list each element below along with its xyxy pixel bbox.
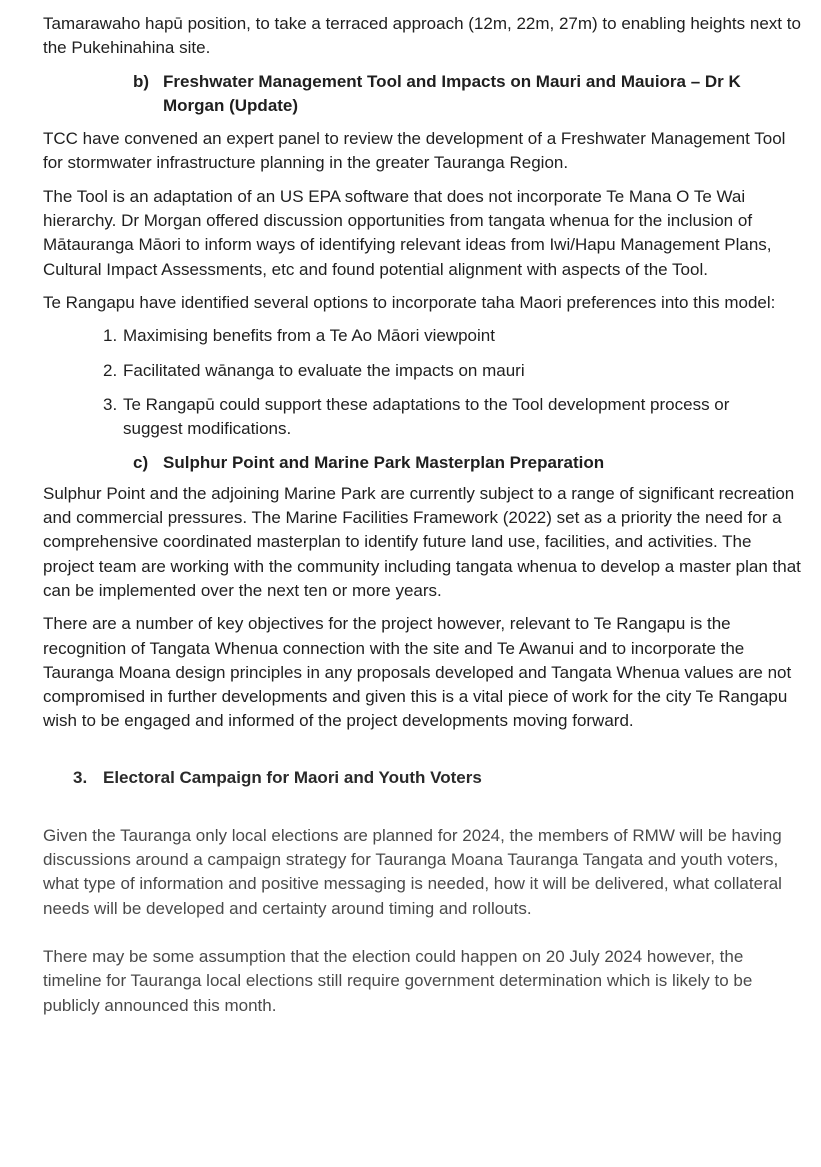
section-c-title: Sulphur Point and Marine Park Masterplan Preparation xyxy=(163,453,605,473)
section-c-paragraph-1: Sulphur Point and the adjoining Marine Park are currently subject to a range of significant recreation and commercial pressures. The Marine Facilities Framework (2022) set as a priority the need for a comprehensive coordinated masterplan to identify future land use, facilities, and activities. The project team are working with the community including tangata whenua to develop a master plan that can be implemented over the next ten or more years. xyxy=(43,483,801,600)
list-item xyxy=(103,359,803,383)
section-3-heading xyxy=(73,766,803,790)
section-3-number: 3. xyxy=(73,767,88,787)
section-c-marker: c) xyxy=(133,453,149,473)
section-3-title: Electoral Campaign for Maori and Youth Voters xyxy=(103,767,482,787)
section-c-paragraph-2: There are a number of key objectives for the project however, relevant to Te Rangapu is the recognition of Tangata Whenua connection with the site and Te Awanui and to incorporate the Tauranga Moana design principles in any proposals developed and Tangata Whenua values are not compromised in further developments and given this is a vital piece of work for the city Te Rangapu wish to be engaged and informed of the project developments moving forward. xyxy=(43,614,792,731)
list-item-number: 2. xyxy=(103,360,118,380)
section-3-paragraph-1: Given the Tauranga only local elections are planned for 2024, the members of RMW will be having discussions around a campaign strategy for Tauranga Moana Tauranga Tangata and youth voters, what type of information and positive messaging is needed, how it will be delivered, what collateral needs will be developed and certainty around timing and rollouts. xyxy=(43,825,782,918)
section-3-paragraph-2: There may be some assumption that the election could happen on 20 July 2024 however, the timeline for Tauranga local elections still require government determination which is likely to be publicly announced this month. xyxy=(43,946,753,1015)
list-item xyxy=(103,393,803,442)
intro-paragraph: Tamarawaho hapū position, to take a terraced approach (12m, 22m, 27m) to enabling heights next to the Pukehinahina site. xyxy=(43,14,801,58)
section-b-paragraph-1: TCC have convened an expert panel to review the development of a Freshwater Management Tool for stormwater infrastructure planning in the greater Tauranga Region. xyxy=(43,129,786,173)
section-b-paragraph-3: Te Rangapu have identified several options to incorporate taha Maori preferences into this model: xyxy=(43,292,776,312)
section-3-body xyxy=(43,824,803,1018)
list-item xyxy=(103,324,803,348)
section-c-heading xyxy=(43,451,803,475)
list-item-text: Maximising benefits from a Te Ao Māori viewpoint xyxy=(123,326,495,346)
options-list xyxy=(43,324,803,441)
list-item-number: 3. xyxy=(103,394,118,414)
list-item-number: 1. xyxy=(103,326,118,346)
section-b-title: Freshwater Management Tool and Impacts on Mauri and Mauiora – Dr K Morgan (Update) xyxy=(163,71,741,115)
section-b-paragraph-2: The Tool is an adaptation of an US EPA software that does not incorporate Te Mana O Te Wai hierarchy. Dr Morgan offered discussion opportunities from tangata whenua for the inclusion of Mātauranga Māori to inform ways of identifying relevant ideas from Iwi/Hapu Management Plans, Cultural Impact Assessments, etc and found potential alignment with aspects of the Tool. xyxy=(43,186,772,279)
document-page xyxy=(43,12,803,1042)
section-b-heading xyxy=(43,70,803,119)
list-item-text: Te Rangapū could support these adaptations to the Tool development process or suggest modifications. xyxy=(123,394,730,439)
section-b-marker: b) xyxy=(133,71,150,91)
list-item-text: Facilitated wānanga to evaluate the impacts on mauri xyxy=(123,360,525,380)
